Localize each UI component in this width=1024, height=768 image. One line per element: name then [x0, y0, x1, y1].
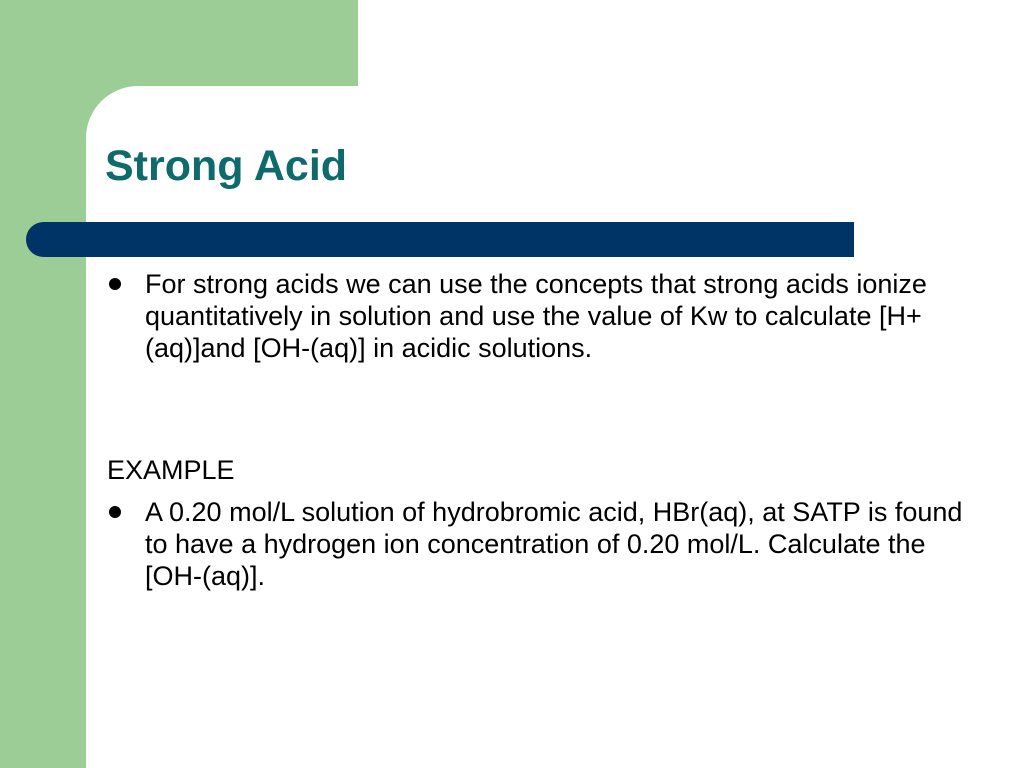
title-underline-bar	[26, 222, 854, 257]
slide-body	[107, 268, 967, 592]
bullet-item	[107, 496, 967, 592]
bullet-dot-icon	[109, 278, 121, 290]
bullet-item	[107, 268, 967, 364]
spacer	[107, 364, 967, 454]
bullet-text: A 0.20 mol/L solution of hydrobromic acid, HBr(aq), at SATP is found to have a hydrogen ion concentration of 0.20 mol/L. Calculate the [OH-(aq)].	[145, 497, 963, 591]
bullet-dot-icon	[109, 506, 121, 518]
slide-title: Strong Acid	[105, 142, 348, 190]
spacer-small	[107, 486, 967, 496]
example-heading: EXAMPLE	[107, 455, 235, 485]
bullet-text: For strong acids we can use the concepts that strong acids ionize quantitatively in solution and use the value of Kw to calculate [H+(aq)]and [OH-(aq)] in acidic solutions.	[145, 269, 927, 363]
background-green-strip	[0, 0, 86, 768]
